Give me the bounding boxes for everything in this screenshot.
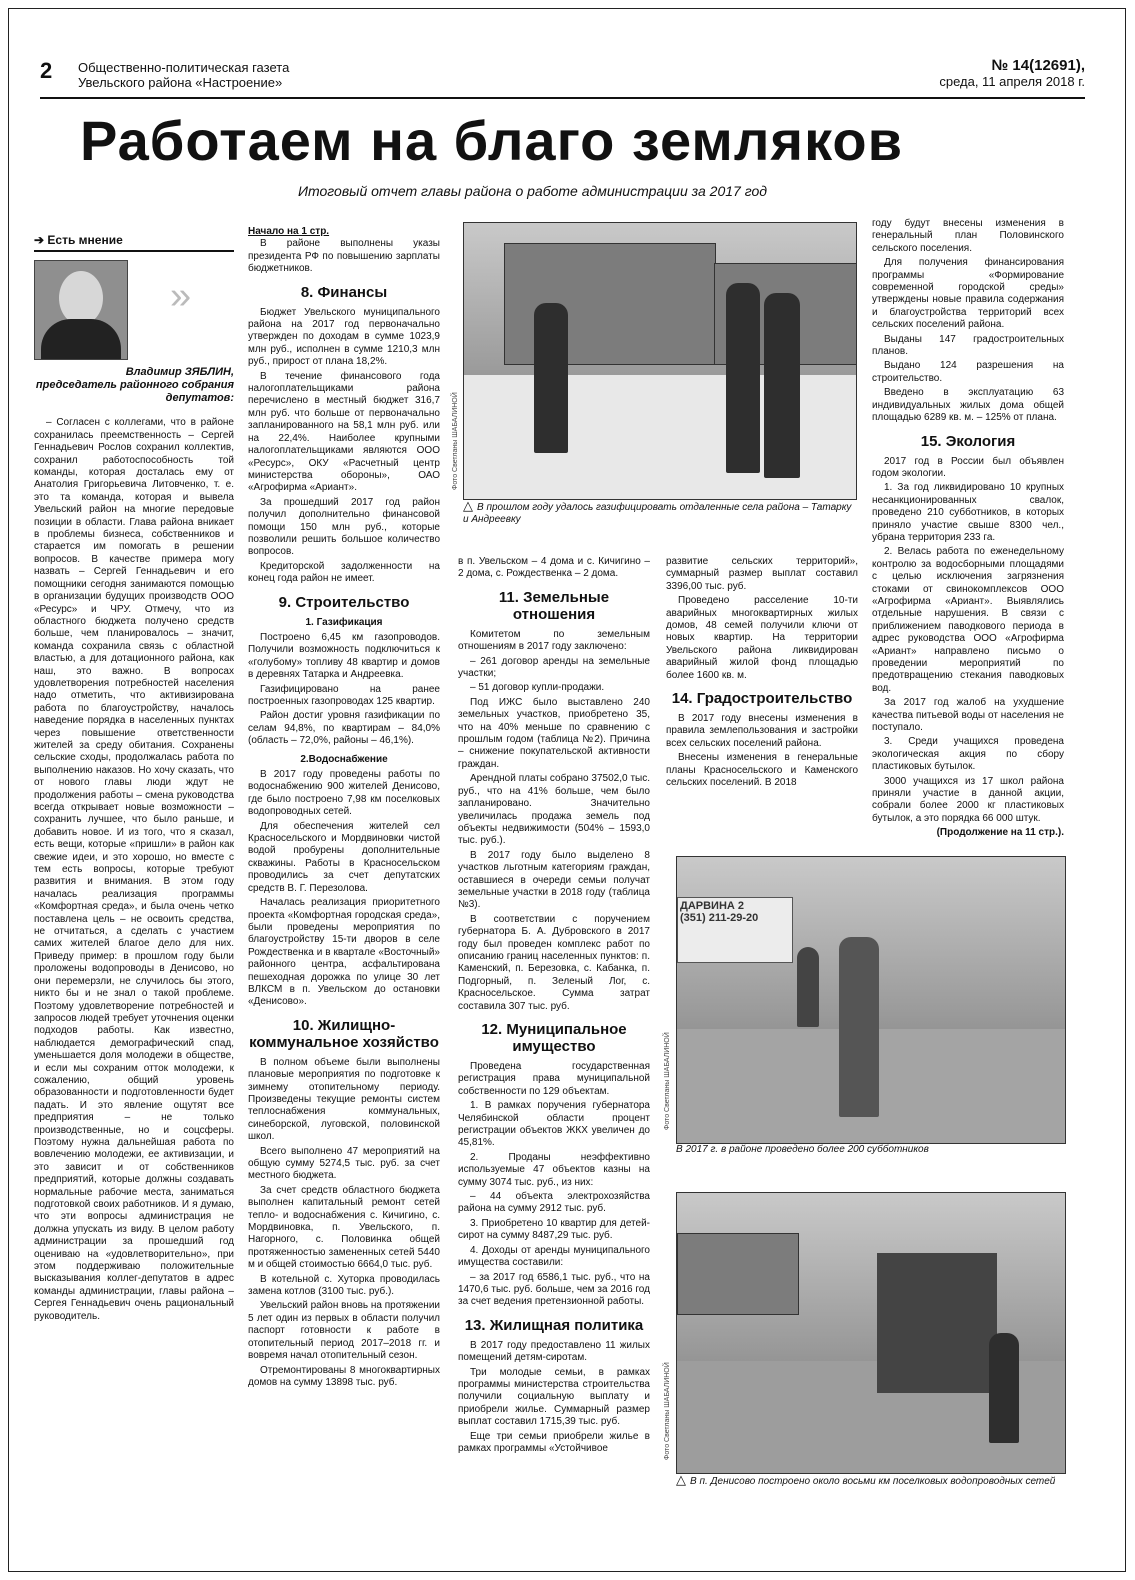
paragraph: Увельский район вновь на протяжении 5 лет один из первых в области получил паспорт готовности к работе в отопительный период 2017–2018 гг. и вовремя начал отопительный сезон. <box>248 1300 440 1362</box>
paragraph: – 51 договор купли-продажи. <box>470 682 605 694</box>
photo-credit: Фото Светланы ШАБАЛИНОЙ <box>452 392 459 490</box>
paragraph: году будут внесены изменения в генеральный план Половинского сельского поселения. <box>872 218 1064 254</box>
paragraph: Еще три семьи приобрели жилье в рамках программы «Устойчивое <box>458 1430 650 1454</box>
opinion-column <box>34 232 234 1522</box>
photo-caption: В 2017 г. в районе проведено более 200 субботников <box>676 1144 929 1155</box>
paragraph: В 2017 году было выделено 8 участков льготным категориям граждан, оставшиеся в очереди семьи получат земельные участки в 2018 году (таблица №3). <box>458 849 650 911</box>
section-title: 11. Земельные отношения <box>498 588 610 623</box>
paragraph: Внесены изменения в генеральные планы Красносельского и Каменского сельских поселений. В 2018 <box>666 752 858 789</box>
photo-credit: Фото Светланы ШАБАЛИНОЙ <box>664 1032 671 1130</box>
paragraph: Газифицировано на ранее построенных газопроводах 125 квартир. <box>248 683 440 707</box>
column-3 <box>458 556 650 1531</box>
paper-name: Общественно-политическая газета Увельского района «Настроение» <box>78 60 290 90</box>
paragraph: Проведено расселение 10-ти аварийных многоквартирных жилых домов, 48 семей получили ключи от новых квартир. На территории Увельского района ликвидирован аварийный жилой фонд площадью более 1600 кв. м. <box>666 595 858 681</box>
paragraph: Для обеспечения жителей сел Красносельского и Мордвиновки чистой водой пробурены дополнительные скважины. Работы в Красносельском проводились за счет депутатских средств В. Г. Перезолова. <box>248 820 440 894</box>
paragraph: 3. Среди учащихся проведена экологическая акция по сбору пластиковых бутылок. <box>872 736 1064 773</box>
photo-caption: △ В п. Денисово построено около восьми км поселковых водопроводных сетей <box>676 1472 1056 1487</box>
paragraph: Проведена государственная регистрация права муниципальной собственности по 129 объектам. <box>458 1061 650 1097</box>
paragraph: За прошедший 2017 год район получил дополнительно финансовой помощи 150 млн руб., которые позволили решить большое количество вопросов. <box>248 496 440 558</box>
opinion-text: – Согласен с коллегами, что в районе сохранилась преемственность – Сергей Геннадьевич Рослов сохранил коллектив, сохранил работоспособность той команды, которая досталась ему от Анатолия Григорьевича Литовченко, т. е. это та команда, которая и вывела Увельский район на многие передовые позиции в области. Глава района вникает в проблемы бизнеса, собственников и старается им помогать в решении вопросов. В качестве примера могу назвать – Сергей Геннадьевич и его помощники сегодня занимаются помощью в организации будущих производств ООО «Ресурс» и ЧРУ. Отмечу, что из областного бюджета получено средств больше, чем планировалось – значит, команда сохранила связь с областной властью, а для дотационного района, как наш, это важно. В вопросах удовлетворения потребностей населения надо отметить, что активизирована работа по благоустройству, началось наведение порядка в населенных пунктах через повышение ответственности жителей за среду обитания. Сохранены сельские сходы, продолжалась работа по выполнению наказов. Но хочу сказать, что от нового главы люди ждут не продолжения работы – смена руководства всегда открывает новые возможности – сохранить лучшее, что было раньше, и добавить новое. И из того, что я сказал, есть вещи, которые «пришли» в район как свежие идеи, и это хорошо, но вместе с тем есть вопросы, которые требуют развития и внимания. В этом году началась реализация программы «Комфортная среда», и была очень четко поставлена цель – не освоить средства, не отчитаться, а сделать с участием самих жителей благое дело для них. Приведу пример: в прошлом году были проложены водопроводы в Денисово, но они перемерзли, не случилось бы этого, никто бы и не знал о такой проблеме. Поэтому удовлетворение потребностей и запросов людей требует уточнения оценки подходов работы. Как известно, наблюдается демографический спад, уменьшается доля молодежи в обществе, и если мы сохраним отток молодежи, к сожалению, общий уровень образованности и подготовленности будет падать. И это явление ощутят все предприятия – не только производственные, но и соцсферы. Поэтому нужна дальнейшая работа по вовлечению молодежи, ее активизации, и это зависит и от собственников предприятий, которые должны создавать нормальные рабочие места, заниматься подготовкой своих работников. И я думаю, что эти вопросы администрация не должна упускать из виду. В целом работу администрации за прошедший год оцениваю на «удовлетворительно», при этом поддерживаю положительные высказывания коллег-депутатов в адрес команды администрации, главы района – Сергея Геннадьевич очень рациональный руководитель. <box>34 417 234 1322</box>
quote-chevron-icon: » <box>170 275 192 318</box>
paragraph: Отремонтированы 8 многоквартирных домов на сумму 13898 тыс. руб. <box>248 1364 440 1388</box>
arrow-right-icon: ➔ <box>34 233 48 247</box>
paragraph: развитие сельских территорий», суммарный размер выплат составил 3396,00 тыс. руб. <box>666 556 858 592</box>
paragraph: В 2017 году предоставлено 11 жилых помещений детям-сиротам. <box>458 1339 650 1364</box>
paragraph: – за 2017 год 6586,1 тыс. руб., что на 1470,6 тыс. руб. больше, чем за 2016 год за счет ведения претензионной работы. <box>458 1271 650 1308</box>
photo-caption: △ В прошлом году удалось газифицировать отдаленные села района – Татарку и Андреевку <box>463 498 852 525</box>
author-portrait <box>34 260 128 360</box>
page-number: 2 <box>40 58 53 83</box>
paragraph: В соответствии с поручением губернатора Б. А. Дубровского в 2017 году был проведен комплекс работ по описанию границ населенных пунктов: п. Каменский, п. Березовка, с. Кабанка, п. Подгорный, п. Зеленый Лог, с. Красносельское. Сумма затрат составила 307 тыс. руб. <box>458 913 650 1012</box>
paragraph: Всего выполнено 47 мероприятий на общую сумму 5274,5 тыс. руб. за счет местного бюджета. <box>248 1145 440 1182</box>
paragraph: Для получения финансирования программы «Формирование современной городской среды» утверждены новые правила содержания и благоустройства территорий всех сельских поселений района. <box>872 257 1064 331</box>
paragraph: 3. Приобретено 10 квартир для детей-сирот на сумму 8487,29 тыс. руб. <box>458 1217 650 1242</box>
paragraph: Бюджет Увельского муниципального района на 2017 год первоначально утвержден по доходам в сумме 1023,9 млн руб., исполнен в сумме 1210,3 млн руб., прирост от плана 18,2%. <box>248 306 440 368</box>
paragraph: 1. За год ликвидировано 10 крупных несанкционированных свалок, проведено 210 субботников, в которых приняло участие свыше 8300 чел., убрана территория 233 га. <box>872 482 1064 543</box>
paragraph: – 44 объекта электрохозяйства района на сумму 2912 тыс. руб. <box>458 1191 650 1215</box>
section-title: 12. Муниципальное имущество <box>481 1021 627 1055</box>
paragraph: В 2017 году проведены работы по водоснабжению 900 жителей Денисово, где было построено 7,98 км поселковых водопроводных сетей. <box>248 769 440 818</box>
paragraph: 2. Проданы неэффективно используемые 47 объектов казны на сумму 3074 тыс. руб., из них: <box>458 1151 650 1188</box>
author-byline: Владимир ЗЯБЛИН, председатель районного собрания депутатов: <box>35 366 234 405</box>
paragraph: 4. Доходы от аренды муниципального имущества составили: <box>458 1244 650 1269</box>
paragraph: 3000 учащихся из 17 школ района приняли участие в данной акции, собрали более 2000 кг пластиковых бутылок, а это порядка 66 000 штук. <box>872 775 1064 824</box>
truck-sign: ДАРВИНА 2 (351) 211-29-20 <box>677 897 793 963</box>
column-2 <box>248 226 440 1526</box>
section-title: 8. Финансы <box>300 283 388 301</box>
header-rule <box>40 97 1085 99</box>
paragraph: За счет средств областного бюджета выполнен капитальный ремонт сетей тепло- и водоснабжения с. Кичигино, с. Мордвиновка, п. Увельского, п. Нагорного, с. Половинка общей протяженностью замененных сетей 5440 м и общей стоимостью 6664,0 тыс. руб. <box>248 1184 440 1271</box>
issue-date: среда, 11 апреля 2018 г. <box>939 74 1085 89</box>
paragraph: в п. Увельском – 4 дома и с. Кичигино – 2 дома, с. Рождественка – 2 дома. <box>458 556 650 580</box>
paragraph: – 261 договор аренды на земельные участки; <box>458 655 650 680</box>
subsection-title: 1. Газификация <box>305 616 383 628</box>
paragraph: В течение финансового года налогоплательщиками района перечислено в местный бюджет 316,7 млн руб. что больше от первоначально запланированного на 58,1 млн руб. или на 22,4%. Наиболее крупными налогоплательщиками являются ООО «Ресурс», ОКУ «Расчетный центр министерства обороны», ОАО «Агрофирма «Ариант». <box>248 370 440 494</box>
paragraph: 2. Велась работа по еженедельному контролю за водосборными площадями с целью исключения загрязнения стоками от свинокомплексов ООО «Агрофирма «Ариант». Выявлялись отдельные нарушения. В связи с приближением паводкового периода в адрес руководства ООО «Агрофирма «Ариант» направлено письмо о проведении мероприятий по предотвращению стекания паводковых вод. <box>872 546 1064 694</box>
paragraph: 2017 год в России был объявлен годом экологии. <box>872 455 1064 479</box>
paragraph: Выданы 147 градостроительных планов. <box>872 333 1064 358</box>
continued-to: (Продолжение на 11 стр.). <box>936 827 1064 838</box>
intro-text: В районе выполнены указы президента РФ по повышению зарплаты бюджетников. <box>248 238 440 275</box>
photo-credit: Фото Светланы ШАБАЛИНОЙ <box>664 1362 671 1460</box>
section-title: 13. Жилищная политика <box>464 1316 644 1334</box>
paragraph: Введено в эксплуатацию 63 индивидуальных жилых дома общей площадью 6289 кв. м. – 125% от плана. <box>872 387 1064 424</box>
paragraph: Под ИЖС было выставлено 240 земельных участков, приобретено 35, что на 40% меньше по сравнению с прошлым годом (таблица №2). Причина – снижение покупательской активности граждан. <box>458 696 650 770</box>
paragraph: В полном объеме были выполнены плановые мероприятия по подготовке к зимнему отопительному периоду. Произведены текущие ремонты систем теплоснабжения коммунальных, синеборской, луговской, половинской школ. <box>248 1056 440 1143</box>
paragraph: В 2017 году внесены изменения в правила землепользования и застройки всех сельских поселений района. <box>666 713 858 749</box>
paragraph: 1. В рамках поручения губернатора Челябинской области процент регистрации объектов ЖКХ увеличен до 45,81%. <box>458 1100 650 1149</box>
column-5 <box>872 218 1064 838</box>
paragraph: Выдано 124 разрешения на строительство. <box>872 360 1064 384</box>
paragraph: В котельной с. Хуторка проводилась замена котлов (3100 тыс. руб.). <box>248 1273 440 1298</box>
column-4 <box>666 556 858 836</box>
paragraph: Три молодые семьи, в рамках программы министерства строительства получили социальную выплату и приобрели жилье. Суммарный размер выплат составил 1715,39 тыс. руб. <box>458 1366 650 1428</box>
paragraph: За 2017 год жалоб на ухудшение качества питьевой воды от населения не поступало. <box>872 697 1064 734</box>
section-title: 14. Градостроительство <box>671 690 853 708</box>
section-title: 10. Жилищно-коммунальное хозяйство <box>249 1016 439 1051</box>
issue-info <box>939 58 1085 90</box>
paragraph: Началась реализация приоритетного проекта «Комфортная городская среда», были проведены мероприятия по благоустройству 15-ти дворов в селе Рождественка и в квартале «Восточный» районного центра, асфальтирована пешеходная дорожка по улице 30 лет ВЛКСМ в п. Увельском до остановки «Денисово». <box>248 897 440 1008</box>
photo-gasification <box>463 222 857 500</box>
triangle-icon: △ <box>676 1472 686 1487</box>
paragraph: Арендной платы собрано 37502,0 тыс. руб., что на 41% больше, чем было запланировано. Значительно увеличилась продажа земель под объекты недвижимости (504% – 1593,0 тыс. руб.). <box>458 773 650 847</box>
paragraph: Построено 6,45 км газопроводов. Получили возможность подключиться к «голубому» топливу 48 квартир и домов в деревнях Татарка и Андреевка. <box>248 631 440 681</box>
headline: Работаем на благо земляков <box>80 109 904 172</box>
paragraph: Комитетом по земельным отношениям в 2017 году заключено: <box>458 628 650 653</box>
opinion-tag: ➔ Есть мнение <box>34 232 234 252</box>
issue-number: № 14(12691), <box>991 57 1085 74</box>
photo-subbotnik <box>676 856 1066 1144</box>
continued-from: Начало на 1 стр. <box>248 226 330 237</box>
subsection-title: 2.Водоснабжение <box>300 753 388 765</box>
section-title: 9. Строительство <box>278 593 410 611</box>
photo-water-pipes <box>676 1192 1066 1474</box>
page-header <box>40 58 1085 98</box>
paragraph: Район достиг уровня газификации по селам 94,8%, по квартирам – 84,0% (область – 72,0%, районы – 46,1%). <box>248 710 440 747</box>
paragraph: Кредиторской задолженности на конец года район не имеет. <box>248 560 440 585</box>
subheadline: Итоговый отчет главы района о работе администрации за 2017 год <box>298 183 767 199</box>
triangle-icon: △ <box>463 498 473 513</box>
section-title: 15. Экология <box>920 432 1016 450</box>
